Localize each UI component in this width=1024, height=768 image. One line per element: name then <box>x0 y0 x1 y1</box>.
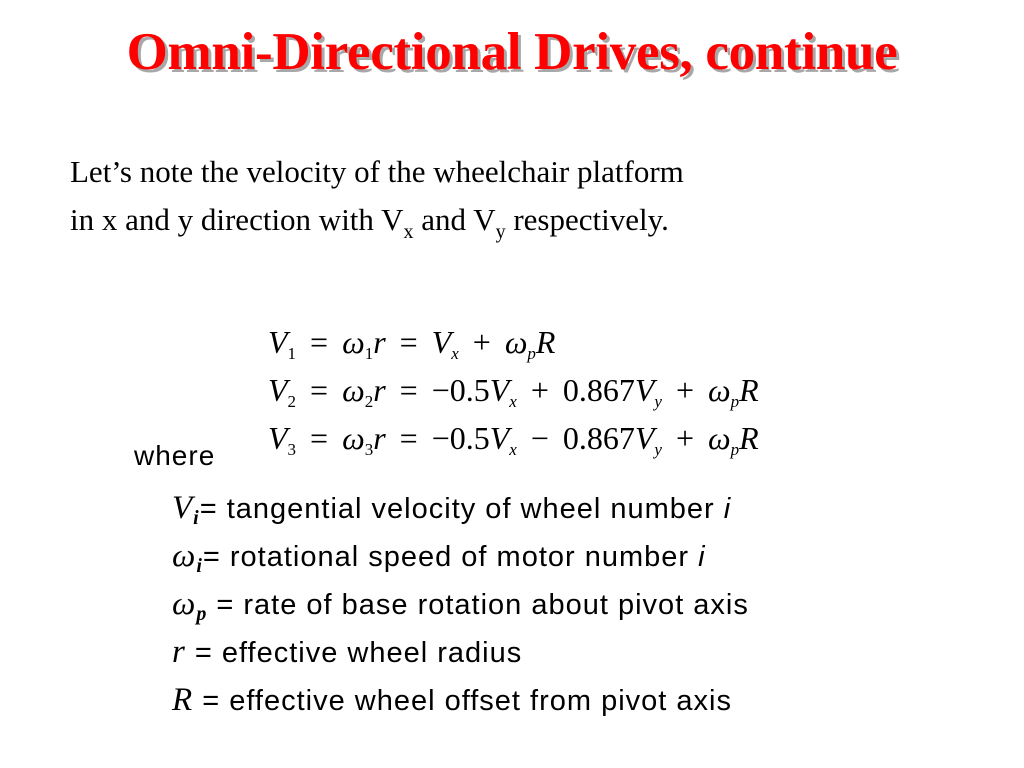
subscript-x: x <box>403 221 414 243</box>
definition-r <box>172 628 749 676</box>
symbol-omega-p-sub: p <box>196 603 208 625</box>
eq1-omega-p: ω <box>504 324 528 360</box>
eq3-vy-sub: y <box>654 440 662 459</box>
intro-line-1: Let’s note the velocity of the wheelchair platform <box>70 154 684 189</box>
eq2-omega-p: ω <box>708 372 731 408</box>
eq2-v-sub: 2 <box>287 392 297 411</box>
eq3-v-sub: 3 <box>287 440 297 459</box>
definition-vi-index: i <box>723 493 732 525</box>
equation-2 <box>268 366 759 414</box>
definition-vi-text: = tangential velocity of wheel number <box>199 493 724 525</box>
eq2-omega-sub: 2 <box>364 392 374 411</box>
eq1-omega: ω <box>342 324 365 360</box>
eq2-omega-p-sub: p <box>730 392 740 411</box>
eq1-omega-p-sub: p <box>527 344 536 363</box>
eq2-omega: ω <box>342 372 365 408</box>
eq1-v: V <box>268 324 288 360</box>
eq2-op-2: + <box>675 372 695 408</box>
symbol-vi-base: V <box>172 490 194 526</box>
definition-big-r-text: = effective wheel offset from pivot axis <box>193 685 732 717</box>
intro-line-2 <box>70 196 930 244</box>
symbol-omega-i <box>172 538 203 577</box>
eq2-vy: V <box>634 372 655 408</box>
eq2-op-1: + <box>530 372 549 408</box>
eq1-vx: V <box>431 324 452 360</box>
eq3-coef-1: −0.5 <box>431 420 490 456</box>
definition-omega-p <box>172 580 749 628</box>
eq3-coef-2: 0.867 <box>562 420 635 456</box>
eq3-v: V <box>268 420 288 456</box>
eq3-op-2: + <box>675 420 695 456</box>
definition-omega-i-text: = rotational speed of motor number <box>202 541 699 573</box>
eq1-r: r <box>373 324 386 360</box>
definition-omega-i-index: i <box>698 541 706 573</box>
eq2-v: V <box>268 372 288 408</box>
eq3-omega: ω <box>342 420 365 456</box>
definition-omega-i <box>172 532 749 580</box>
subscript-y: y <box>495 221 506 243</box>
eq2-vx-sub: x <box>509 392 517 411</box>
symbol-r: r <box>172 634 186 670</box>
definition-omega-p-text: = rate of base rotation about pivot axis <box>207 589 749 621</box>
eq2-r: r <box>373 372 386 408</box>
definition-r-text: = effective wheel radius <box>185 637 523 669</box>
intro-paragraph <box>70 148 930 244</box>
eq2-equals-2: = <box>399 372 418 408</box>
symbol-big-r: R <box>172 682 194 718</box>
eq1-equals: = <box>310 324 329 360</box>
symbol-omega-p-base: ω <box>172 586 197 622</box>
symbol-omega-p <box>172 586 208 625</box>
symbol-omega-i-sub: i <box>196 555 203 577</box>
eq3-vx: V <box>489 420 510 456</box>
eq3-r: r <box>373 420 386 456</box>
symbol-vi <box>172 490 200 529</box>
eq2-R: R <box>739 372 759 408</box>
equation-3 <box>268 414 759 462</box>
eq3-vy: V <box>634 420 655 456</box>
eq3-omega-sub: 3 <box>364 440 374 459</box>
equation-block <box>268 318 759 462</box>
definition-big-r <box>172 676 749 724</box>
eq1-v-sub: 1 <box>287 344 297 363</box>
eq3-omega-p: ω <box>708 420 731 456</box>
intro-line-2-part-c: respectively. <box>505 202 669 237</box>
eq1-R: R <box>535 324 556 360</box>
eq3-equals-2: = <box>399 420 418 456</box>
equation-1 <box>268 318 759 366</box>
eq3-R: R <box>739 420 759 456</box>
eq3-op-1: − <box>530 420 549 456</box>
eq1-omega-sub: 1 <box>364 344 374 363</box>
intro-line-2-part-b: and V <box>413 202 496 237</box>
eq3-vx-sub: x <box>509 440 517 459</box>
eq1-vx-sub: x <box>451 344 459 363</box>
eq1-equals-2: = <box>399 324 418 360</box>
eq2-coef-2: 0.867 <box>562 372 635 408</box>
symbol-omega-i-base: ω <box>172 538 197 574</box>
symbol-vi-sub: i <box>193 507 200 529</box>
eq2-equals: = <box>310 372 329 408</box>
definition-vi <box>172 484 749 532</box>
eq3-equals: = <box>310 420 329 456</box>
eq2-vy-sub: y <box>654 392 662 411</box>
intro-line-2-part-a: in x and y direction with V <box>70 202 404 237</box>
eq2-vx: V <box>489 372 510 408</box>
eq3-omega-p-sub: p <box>730 440 740 459</box>
eq1-plus: + <box>472 324 491 360</box>
eq2-coef-1: −0.5 <box>431 372 490 408</box>
where-label: where <box>134 440 216 471</box>
slide-title: Omni-Directional Drives, continue <box>126 23 898 81</box>
definition-list <box>172 484 749 724</box>
